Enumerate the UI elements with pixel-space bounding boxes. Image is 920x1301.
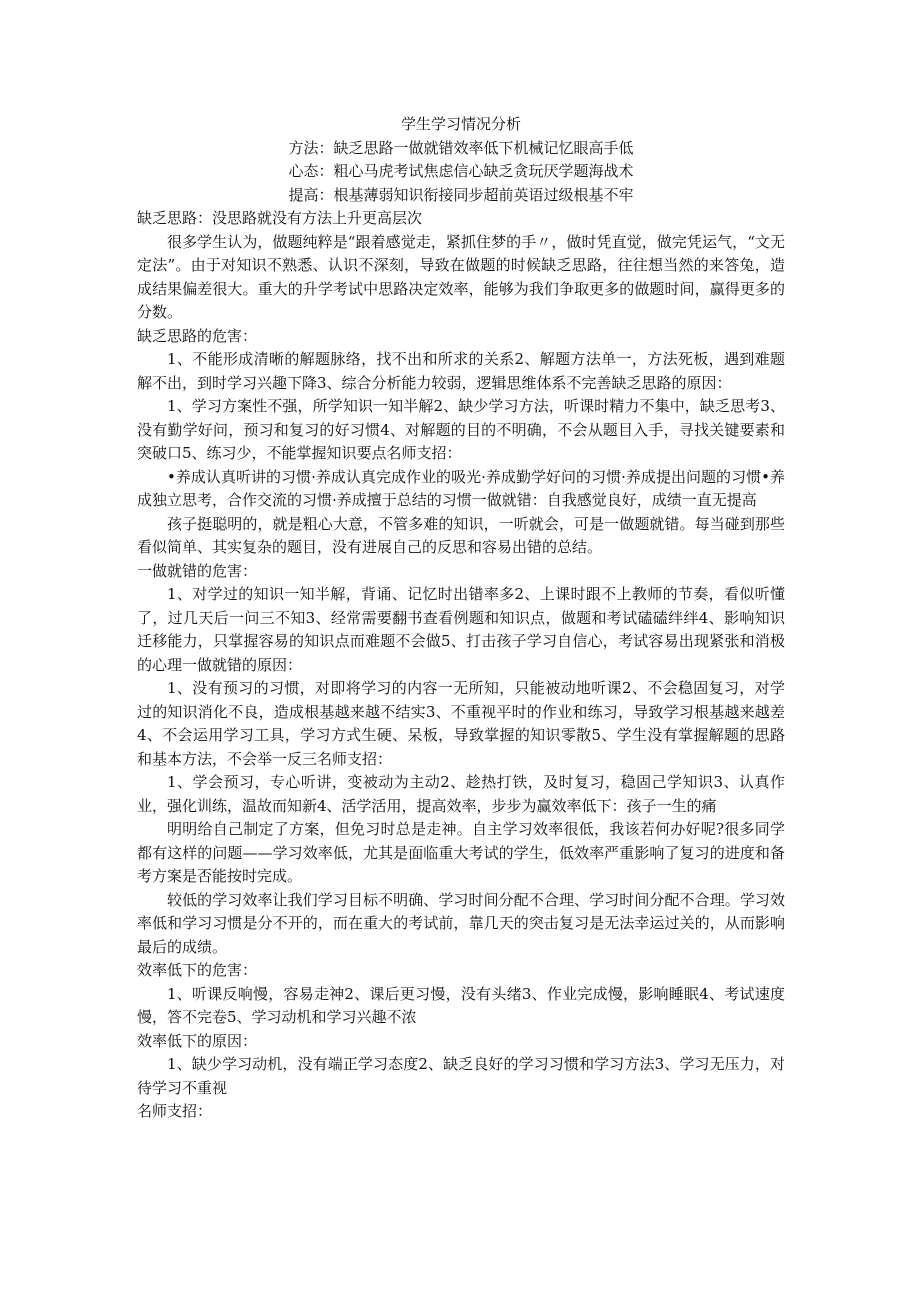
paragraph: 明明给自己制定了方案，但免习时总是走神。自主学习效率很低，我该若何办好呢?很多同学都有这样的问题——学习效率低，尤其是面临重大考试的学生，低效率严重影响了复习的进度和备考方案是否能按时完成。 — [137, 820, 785, 885]
document-body — [137, 113, 785, 1124]
summary-line-improve: 提高：根基薄弱知识衔接同步超前英语过级根基不牢 — [288, 185, 634, 204]
paragraph: 孩子挺聪明的，就是粗心大意，不管多难的知识，一听就会，可是一做题就错。每当碰到那些看似简单、其实复杂的题目，没有进展自己的反思和容易出错的总结。 — [137, 514, 785, 556]
section-heading: 缺乏思路的危害： — [137, 326, 258, 345]
bullet-paragraph: •养成认真听讲的习惯·养成认真完成作业的吸光·养成勤学好问的习惯·养成提出问题的习惯•养成独立思考，合作交流的习惯·养成擅于总结的习惯一做就错：自我感觉良好，成绩一直无提高 — [137, 467, 785, 509]
section-heading: 缺乏思路：没思路就没有方法上升更高层次 — [137, 209, 423, 227]
paragraph: 1、缺少学习动机，没有端正学习态度2、缺乏良好的学习习惯和学习方法3、学习无压力，对待学习不重视 — [137, 1055, 785, 1097]
paragraph: 很多学生认为，做题纯粹是“跟着感觉走，紧抓住梦的手〃，做时凭直觉，做完凭运气，“文无定法”。由于对知识不熟悉、认识不深刻，导致在做题的时候缺乏思路，往往想当然的来答兔，造成结果偏差很大。重大的升学考试中思路决定效率，能够为我们争取更多的做题时间，赢得更多的分数。 — [137, 232, 785, 321]
paragraph: 1、学会预习，专心听讲，变被动为主动2、趁热打铁，及时复习，稳固己学知识3、认真作业，强化训练，温故而知新4、活学活用，提高效率，步步为赢效率低下：孩子一生的痛 — [137, 773, 785, 815]
section-heading: 效率低下的原因： — [137, 1031, 258, 1050]
document-title: 学生学习情况分析 — [400, 115, 521, 133]
section-heading: 名师支招： — [137, 1102, 213, 1120]
summary-line-method: 方法：缺乏思路一做就错效率低下机械记忆眼高手低 — [288, 138, 634, 157]
paragraph: 1、不能形成清晰的解题脉络，找不出和所求的关系2、解题方法单一，方法死板，遇到难题解不出，到时学习兴趣下降3、综合分析能力较弱，逻辑思维体系不完善缺乏思路的原因： — [137, 350, 785, 392]
paragraph: 1、没有预习的习惯，对即将学习的内容一无所知，只能被动地听课2、不会稳固复习，对学过的知识消化不良，造成根基越来越不结实3、不重视平时的作业和练习，导致学习根基越来越差4、不会运用学习工具，学习方式生硬、呆板，导致掌握的知识零散5、学生没有掌握解题的思路和基本方法，不会举一反三名师支招： — [137, 679, 785, 768]
paragraph: 1、对学过的知识一知半解，背诵、记忆时出错率多2、上课时跟不上教师的节奏，看似听懂了，过几天后一问三不知3、经常需要翻书查看例题和知识点，做题和考试磕磕绊绊4、影响知识迁移能力，只掌握容易的知识点而难题不会做5、打击孩子学习自信心，考试容易出现紧张和消极的心理一做就错的原因： — [137, 585, 785, 674]
summary-line-mindset: 心态：粗心马虎考试焦虑信心缺乏贪玩厌学题海战术 — [288, 162, 634, 180]
section-heading: 一做就错的危害： — [137, 561, 258, 580]
paragraph: 1、学习方案性不强，所学知识一知半解2、缺少学习方法，听课时精力不集中，缺乏思考3、没有勤学好问，预习和复习的好习惯4、对解题的目的不明确，不会从题目入手，寻找关键要素和突破口5、练习少，不能掌握知识要点名师支招： — [137, 397, 785, 462]
paragraph: 较低的学习效率让我们学习目标不明确、学习时间分配不合理、学习时间分配不合理。学习效率低和学习习惯是分不开的，而在重大的考试前，靠几天的突击复习是无法幸运过关的，从而影响最后的成绩。 — [137, 890, 785, 956]
paragraph: 1、听课反响慢，容易走神2、课后更习慢，没有头绪3、作业完成慢，影响睡眠4、考试速度慢，答不完卷5、学习动机和学习兴趣不浓 — [137, 984, 785, 1026]
section-heading: 效率低下的危害： — [137, 961, 258, 979]
